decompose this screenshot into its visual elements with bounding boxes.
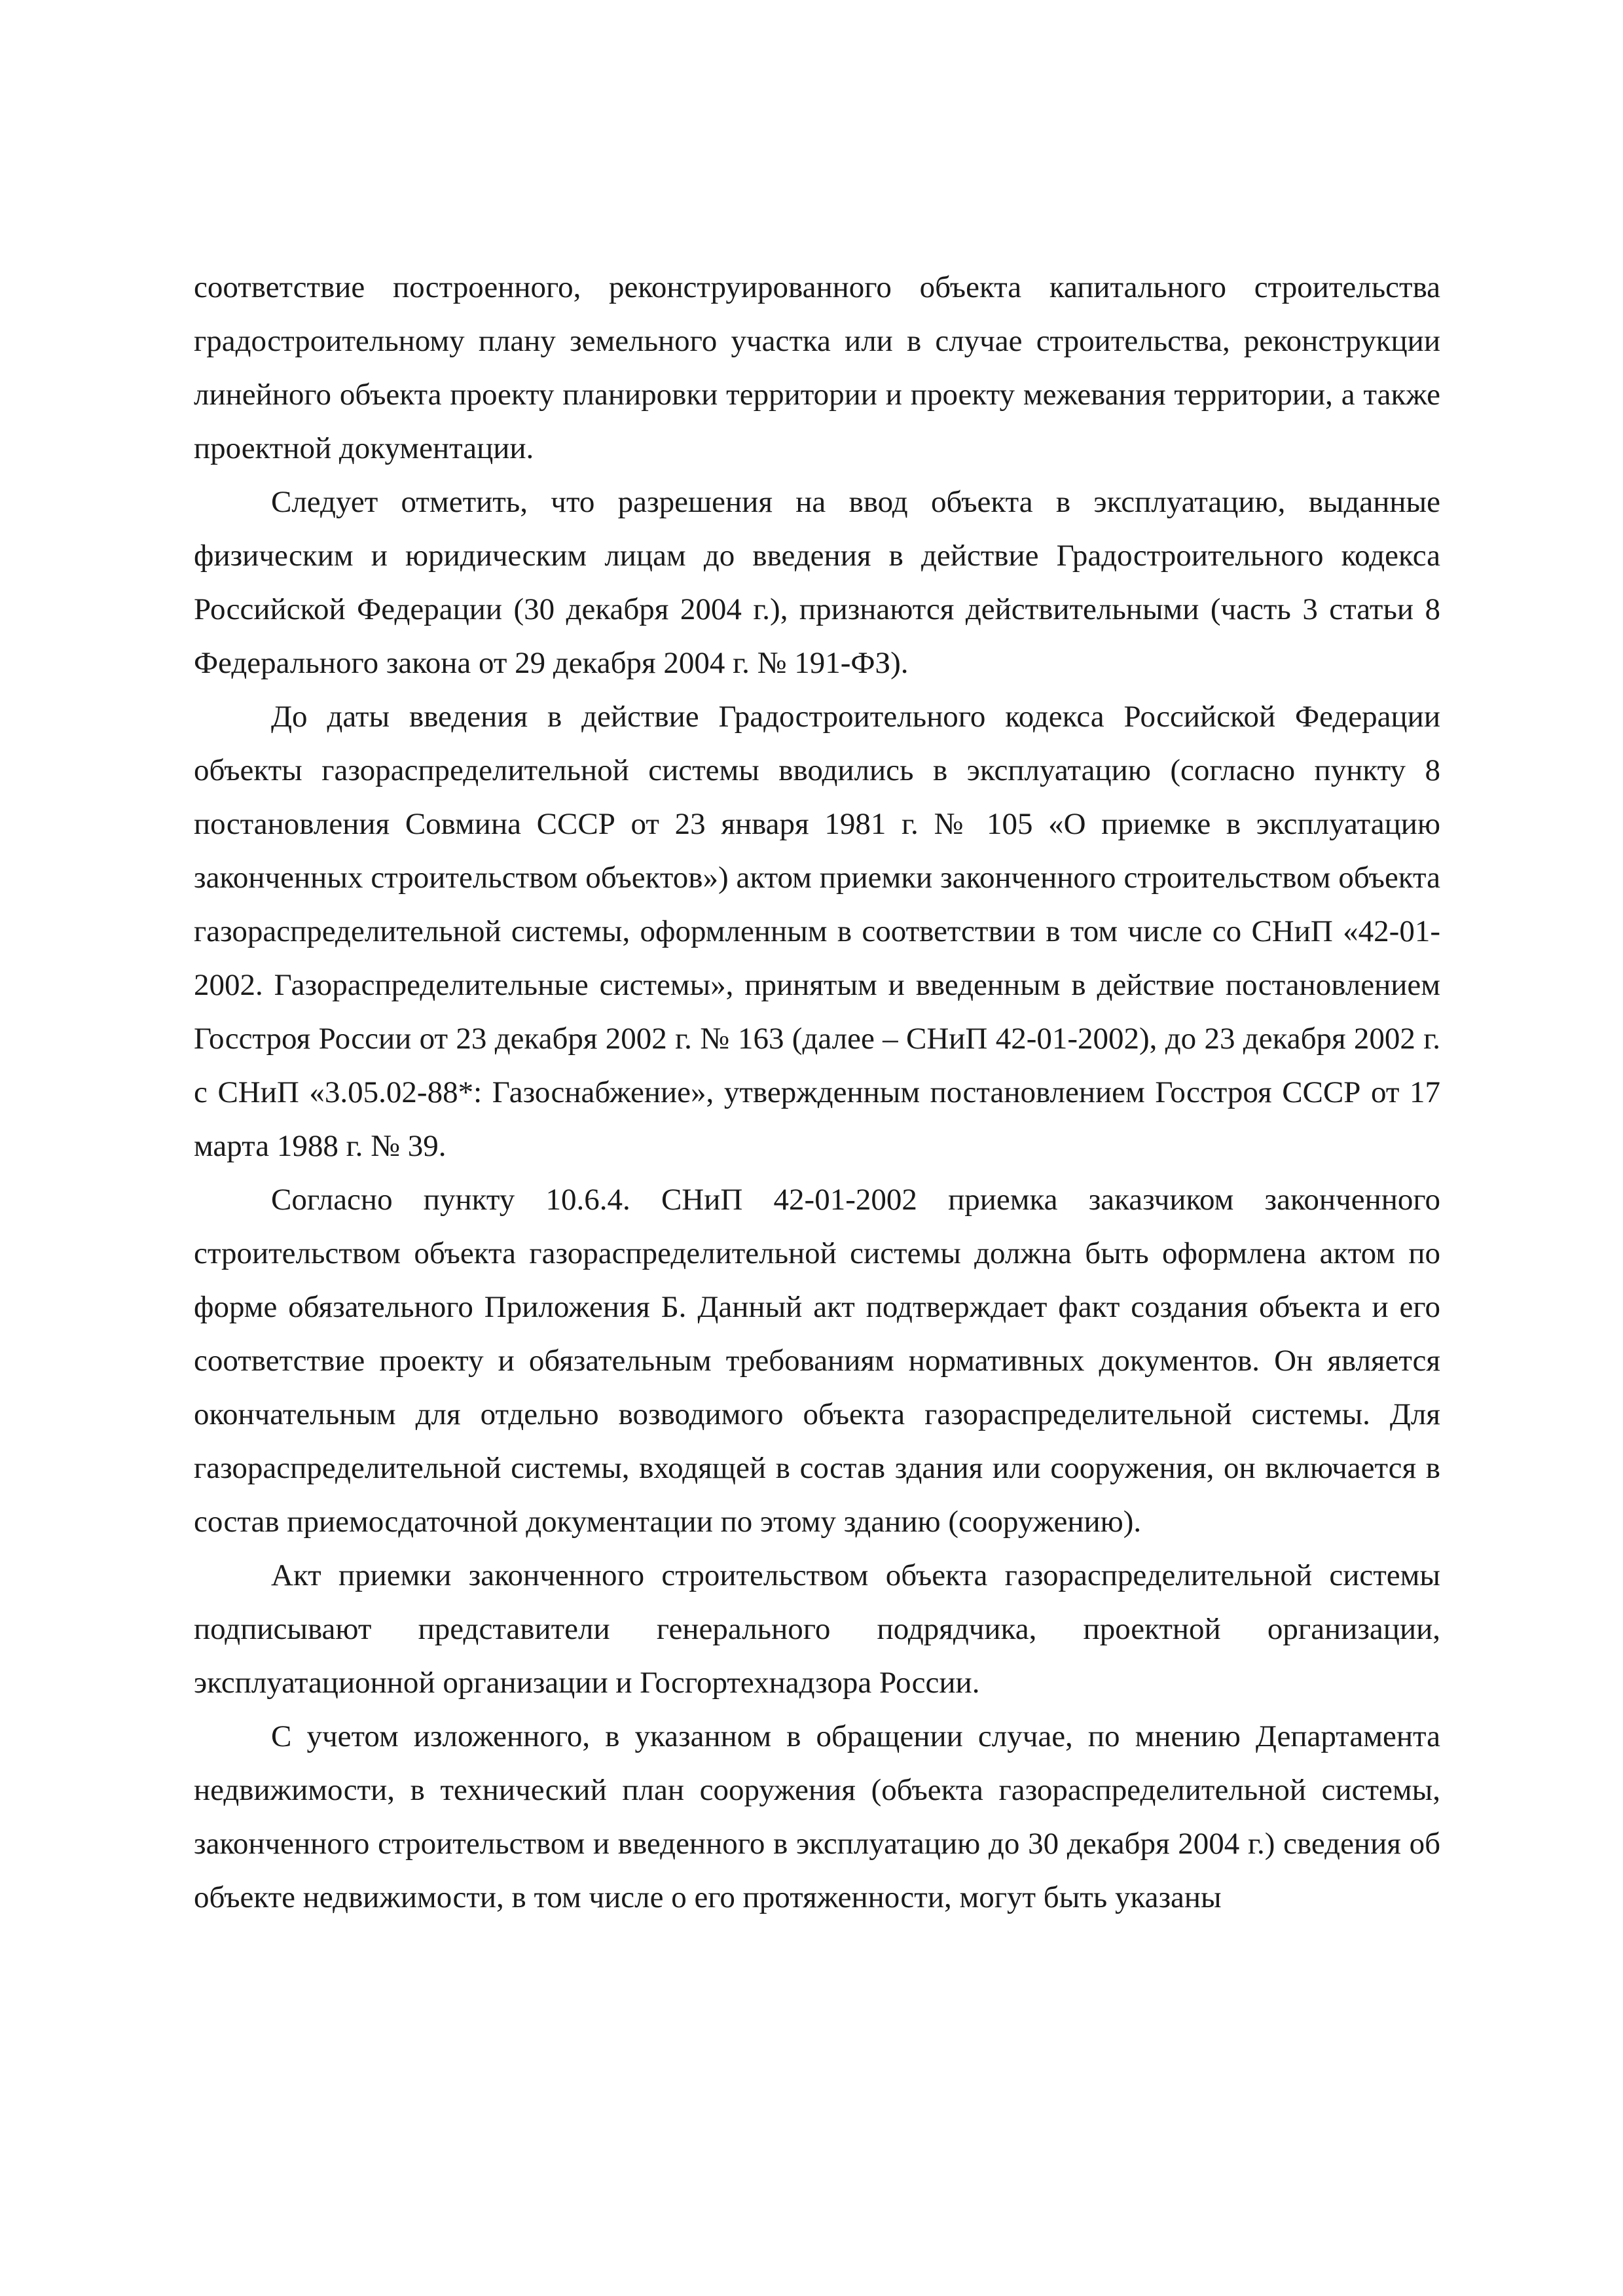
paragraph-gas-system-commissioning: До даты введения в действие Градостроительного кодекса Российской Федерации объекты газораспределительной системы вводились в эксплуатацию (согласно пункту 8 постановления Совмина СССР от 23 января 1981 г. № 105 «О приемке в эксплуатацию законченных строительством объектов») актом приемки законченного строительством объекта газораспределительной системы, оформленным в соответствии в том числе со СНиП «42-01-2002. Газораспределительные системы», принятым и введенным в действие постановлением Госстроя России от 23 декабря 2002 г. № 163 (далее – СНиП 42-01-2002), до 23 декабря 2002 г. с СНиП «3.05.02-88*: Газоснабжение», утвержденным постановлением Госстроя СССР от 17 марта 1988 г. № 39. bbox=[194, 700, 1440, 1163]
document-body bbox=[194, 260, 1440, 1924]
paragraph-act-signatories: Акт приемки законченного строительством объекта газораспределительной системы подписывают представители генерального подрядчика, проектной организации, эксплуатационной организации и Госгортехнадзора России. bbox=[194, 1558, 1440, 1700]
paragraph-snip-acceptance: Согласно пункту 10.6.4. СНиП 42-01-2002 приемка заказчиком законченного строительством объекта газораспределительной системы должна быть оформлена актом по форме обязательного Приложения Б. Данный акт подтверждает факт создания объекта и его соответствие проекту и обязательным требованиям нормативных документов. Он является окончательным для отдельно возводимого объекта газораспределительной системы. Для газораспределительной системы, входящей в состав здания или сооружения, он включается в состав приемосдаточной документации по этому зданию (сооружению). bbox=[194, 1183, 1440, 1539]
paragraph-continuation: соответствие построенного, реконструированного объекта капитального строительства градостроительному плану земельного участка или в случае строительства, реконструкции линейного объекта проекту планировки территории и проекту межевания территории, а также проектной документации. bbox=[194, 270, 1440, 465]
paragraph-permits-validity: Следует отметить, что разрешения на ввод объекта в эксплуатацию, выданные физическим и юридическим лицам до введения в действие Градостроительного кодекса Российской Федерации (30 декабря 2004 г.), признаются действительными (часть 3 статьи 8 Федерального закона от 29 декабря 2004 г. № 191-ФЗ). bbox=[194, 485, 1440, 680]
paragraph-conclusion: С учетом изложенного, в указанном в обращении случае, по мнению Департамента недвижимости, в технический план сооружения (объекта газораспределительной системы, законченного строительством и введенного в эксплуатацию до 30 декабря 2004 г.) сведения об объекте недвижимости, в том числе о его протяженности, могут быть указаны bbox=[194, 1719, 1440, 1914]
